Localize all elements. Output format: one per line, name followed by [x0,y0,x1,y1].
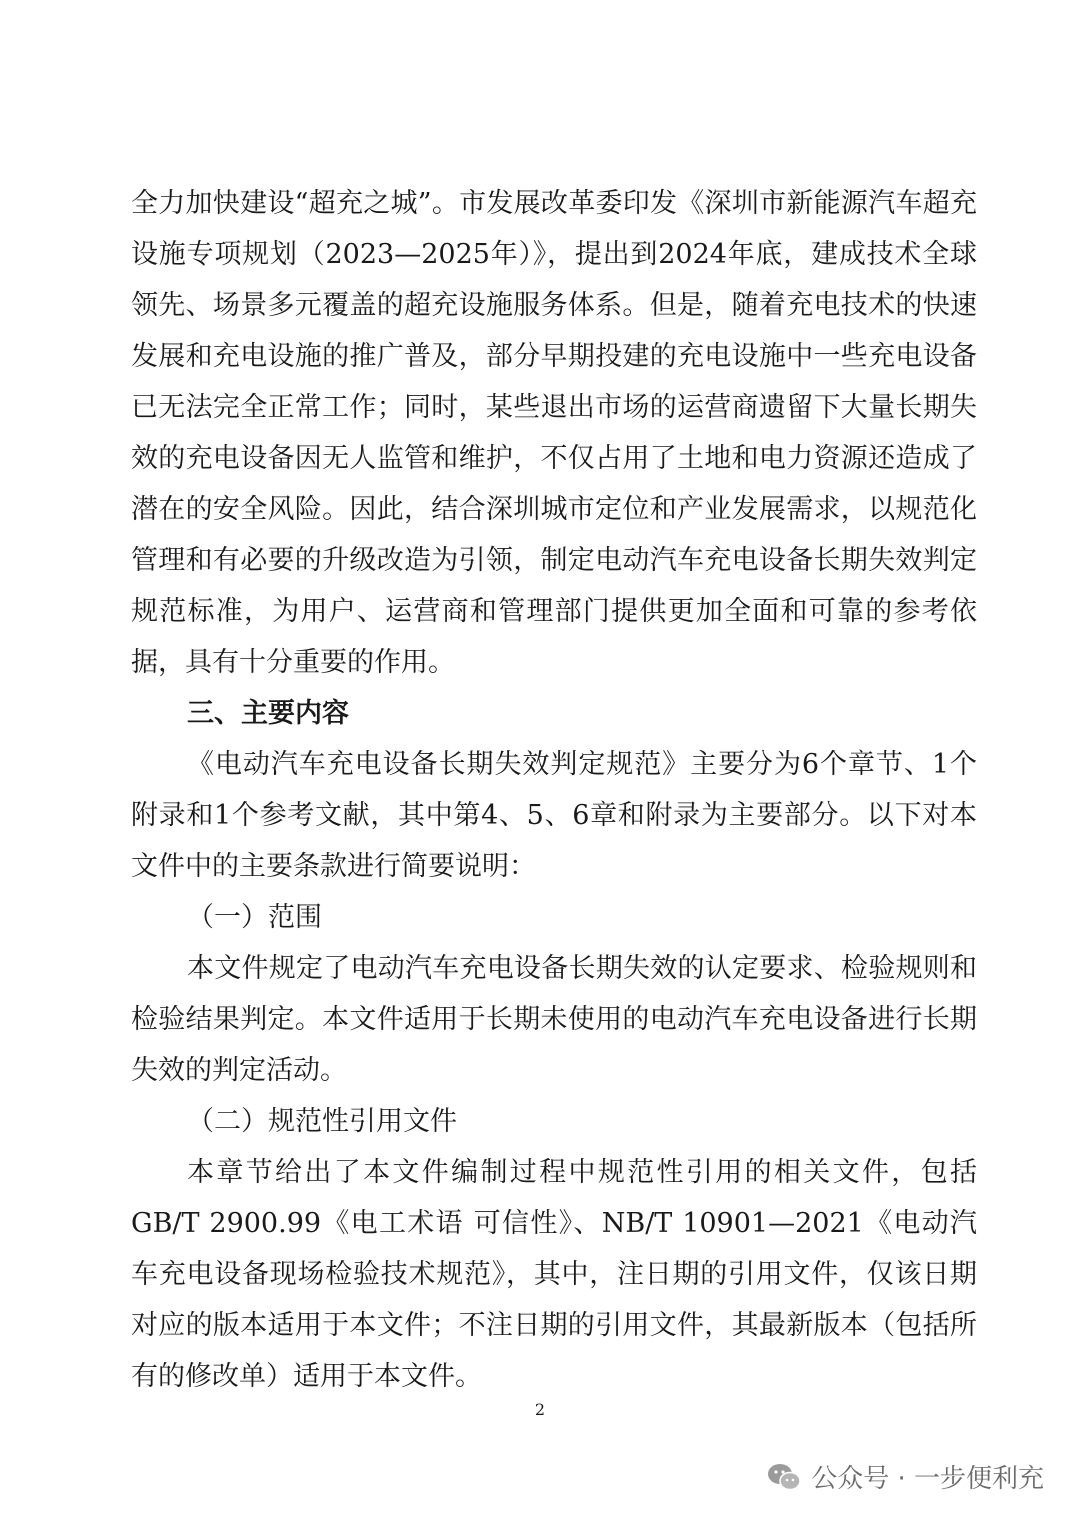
body-text [131,178,977,1402]
page-number: 2 [534,1400,546,1419]
watermark-text: 公众号 · 一步便利充 [811,1464,1044,1494]
paragraph-background: 全力加快建设“超充之城”。市发展改革委印发《深圳市新能源汽车超充设施专项规划（2023—2025年）》，提出到2024年底，建成技术全球领先、场景多元覆盖的超充设施服务体系。但是，随着充电技术的快速发展和充电设施的推广普及，部分早期投建的充电设施中一些充电设备已无法完全正常工作；同时，某些退出市场的运营商遗留下大量长期失效的充电设备因无人监管和维护，不仅占用了土地和电力资源还造成了潜在的安全风险。因此，结合深圳城市定位和产业发展需求，以规范化管理和有必要的升级改造为引领，制定电动汽车充电设备长期失效判定规范标准，为用户、运营商和管理部门提供更加全面和可靠的参考依据，具有十分重要的作用。 [131,188,977,678]
paragraph-overview: 《电动汽车充电设备长期失效判定规范》主要分为6个章节、1个附录和1个参考文献，其中第4、5、6章和附录为主要部分。以下对本文件中的主要条款进行简要说明： [131,749,977,882]
subheading-normative-references: （二）规范性引用文件 [187,1106,457,1137]
wechat-icon [767,1462,801,1492]
paragraph-scope: 本文件规定了电动汽车充电设备长期失效的认定要求、检验规则和检验结果判定。本文件适用于长期未使用的电动汽车充电设备进行长期失效的判定活动。 [131,953,977,1086]
wechat-watermark [767,1458,1044,1495]
paragraph-normative-references: 本章节给出了本文件编制过程中规范性引用的相关文件，包括GB/T 2900.99《电工术语 可信性》、NB/T 10901—2021《电动汽车充电设备现场检验技术规范》，其中，注日期的引用文件，仅该日期对应的版本适用于本文件；不注日期的引用文件，其最新版本（包括所有的修改单）适用于本文件。 [131,1157,977,1392]
section-heading-main-content: 三、主要内容 [187,698,349,729]
subheading-scope: （一）范围 [187,902,322,933]
